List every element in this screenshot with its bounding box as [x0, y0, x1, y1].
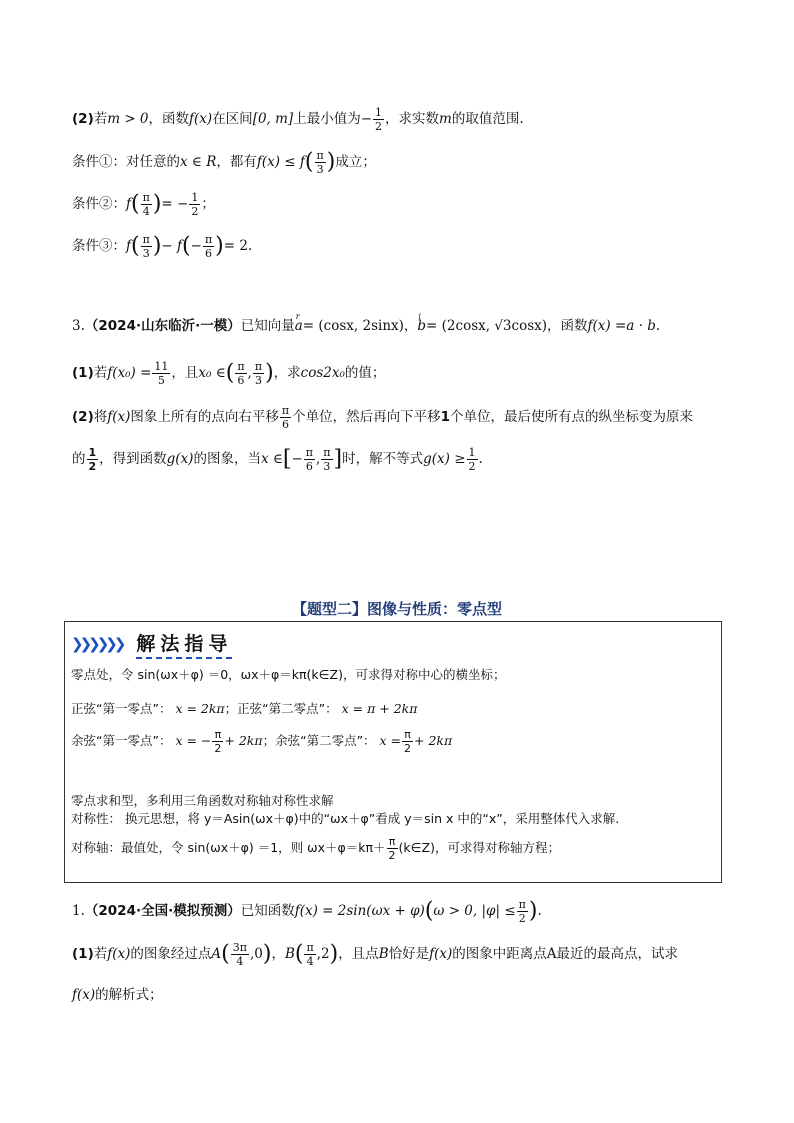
fraction: $\frac{\pi}{3}$ [323, 446, 331, 473]
q3-part2-line1: (2)将f(x)图象上所有的点向右平移 $\frac{\pi}{6}$ 个单位，然后再向下平移1个单位，最后使所有点的纵坐标变为原来 [72, 404, 694, 431]
fraction: $\frac{\pi}{2}$ [404, 728, 412, 755]
fraction: $\frac{3\pi}{4}$ [232, 941, 247, 968]
guide-line-5: 对称性： 换元思想，将 y＝Asin(ωx＋φ)中的“ωx＋φ”看成 y＝sin x 中的“x”，采用整体代入求解. [71, 811, 620, 826]
q1-part1-line1: (1)若f(x)的图象经过点A( $\frac{3\pi}{4}$ ,0)，B( $\frac{\pi}{4}$ ,2)，且点B恰好是f(x)的图象中距离点A最近的最高点，试求 [72, 941, 679, 968]
fraction: $\frac{\pi}{6}$ [237, 360, 245, 387]
fraction: $\frac{\pi}{3}$ [254, 360, 263, 387]
fraction: $\frac{\pi}{6}$ [281, 404, 290, 431]
part-label: (2) [72, 111, 94, 127]
guide-line-2: 正弦“第一零点”： x = 2kπ；正弦“第二零点”： x = π + 2kπ [71, 701, 418, 716]
q2-part2: (2)若m > 0，函数f(x)在区间[0, m]上最小值为− $\frac{1}{2}$ ，求实数m的取值范围. [72, 106, 524, 133]
q3-part1: (1)若f(x₀) = $\frac{11}{5}$ ，且x₀ ∈( $\frac{\pi}{6}$ , $\frac{\pi}{3}$ )，求cos2x₀的值； [72, 360, 386, 387]
guide-line-4: 零点求和型，多利用三角函数对称轴对称性求解 [71, 793, 334, 808]
condition-3: 条件③：f( $\frac{\pi}{3}$ )− f(− $\frac{\pi}{6}$ )= 2. [72, 233, 253, 260]
fraction: $\frac{\pi}{2}$ [214, 728, 222, 755]
fraction: $\frac{1}{2}$ [375, 106, 383, 133]
q3-part2-line2: 的 $\frac{1}{2}$ ，得到函数g(x)的图象，当x ∈[− $\frac{\pi}{6}$ , $\frac{\pi}{3}$ ]时，解不等式g(x) ≥ $\frac{1}{2}$ . [72, 446, 483, 473]
guide-line-1: 零点处，令 sin(ωx＋φ) ＝0，ωx＋φ＝kπ(k∈Z)，可求得对称中心的横坐标； [71, 667, 506, 682]
fraction: $\frac{11}{5}$ [154, 360, 169, 387]
condition-2: 条件②：f( $\frac{\pi}{4}$ )= − $\frac{1}{2}$ ； [72, 191, 215, 218]
guide-title: 解法指导 [136, 629, 232, 659]
fraction: $\frac{\pi}{2}$ [518, 898, 526, 925]
guide-box [64, 621, 722, 883]
fraction: $\frac{\pi}{6}$ [305, 446, 313, 473]
question-source: （2024·全国·模拟预测） [84, 903, 241, 919]
fraction: $\frac{\pi}{2}$ [388, 835, 396, 862]
guide-header [71, 630, 232, 658]
fraction: $\frac{1}{2}$ [468, 446, 476, 473]
condition-1: 条件①：对任意的x ∈ R，都有f(x) ≤ f( $\frac{\pi}{3}$ )成立； [72, 149, 376, 176]
double-chevron-icon: ❯❯❯❯❯❯ [71, 635, 123, 653]
fraction: $\frac{\pi}{4}$ [306, 941, 314, 968]
fraction: $\frac{\pi}{3}$ [316, 149, 324, 176]
fraction: $\frac{1}{2}$ [191, 191, 199, 218]
q1-part1-line2: f(x)的解析式； [72, 987, 163, 1003]
guide-line-3: 余弦“第一零点”： x = − $\frac{\pi}{2}$ + 2kπ；余弦“第二零点”： x = $\frac{\pi}{2}$ + 2kπ [71, 728, 453, 755]
q1-stem: 1.（2024·全国·模拟预测）已知函数f(x) = 2sin(ωx + φ)(ω > 0, |φ| ≤ $\frac{\pi}{2}$ ). [72, 898, 542, 925]
fraction: $\frac{\pi}{4}$ [142, 191, 150, 218]
question-source: （2024·山东临沂·一模） [84, 318, 241, 334]
fraction: $\frac{1}{2}$ [88, 446, 97, 473]
guide-line-6: 对称轴：最值处，令 sin(ωx＋φ) ＝1，则 ωx＋φ＝kπ＋ $\frac{\pi}{2}$ (k∈Z)，可求得对称轴方程； [71, 835, 560, 862]
section-title: 【题型二】图像与性质：零点型 [291, 600, 502, 618]
fraction: $\frac{\pi}{6}$ [204, 233, 213, 260]
q3-stem: 3.（2024·山东临沂·一模）已知向量r a= (cosx, 2sinx)，i b= (2cosx, √3cosx)，函数f(x) =a · b. [72, 316, 660, 336]
fraction: $\frac{\pi}{3}$ [142, 233, 150, 260]
